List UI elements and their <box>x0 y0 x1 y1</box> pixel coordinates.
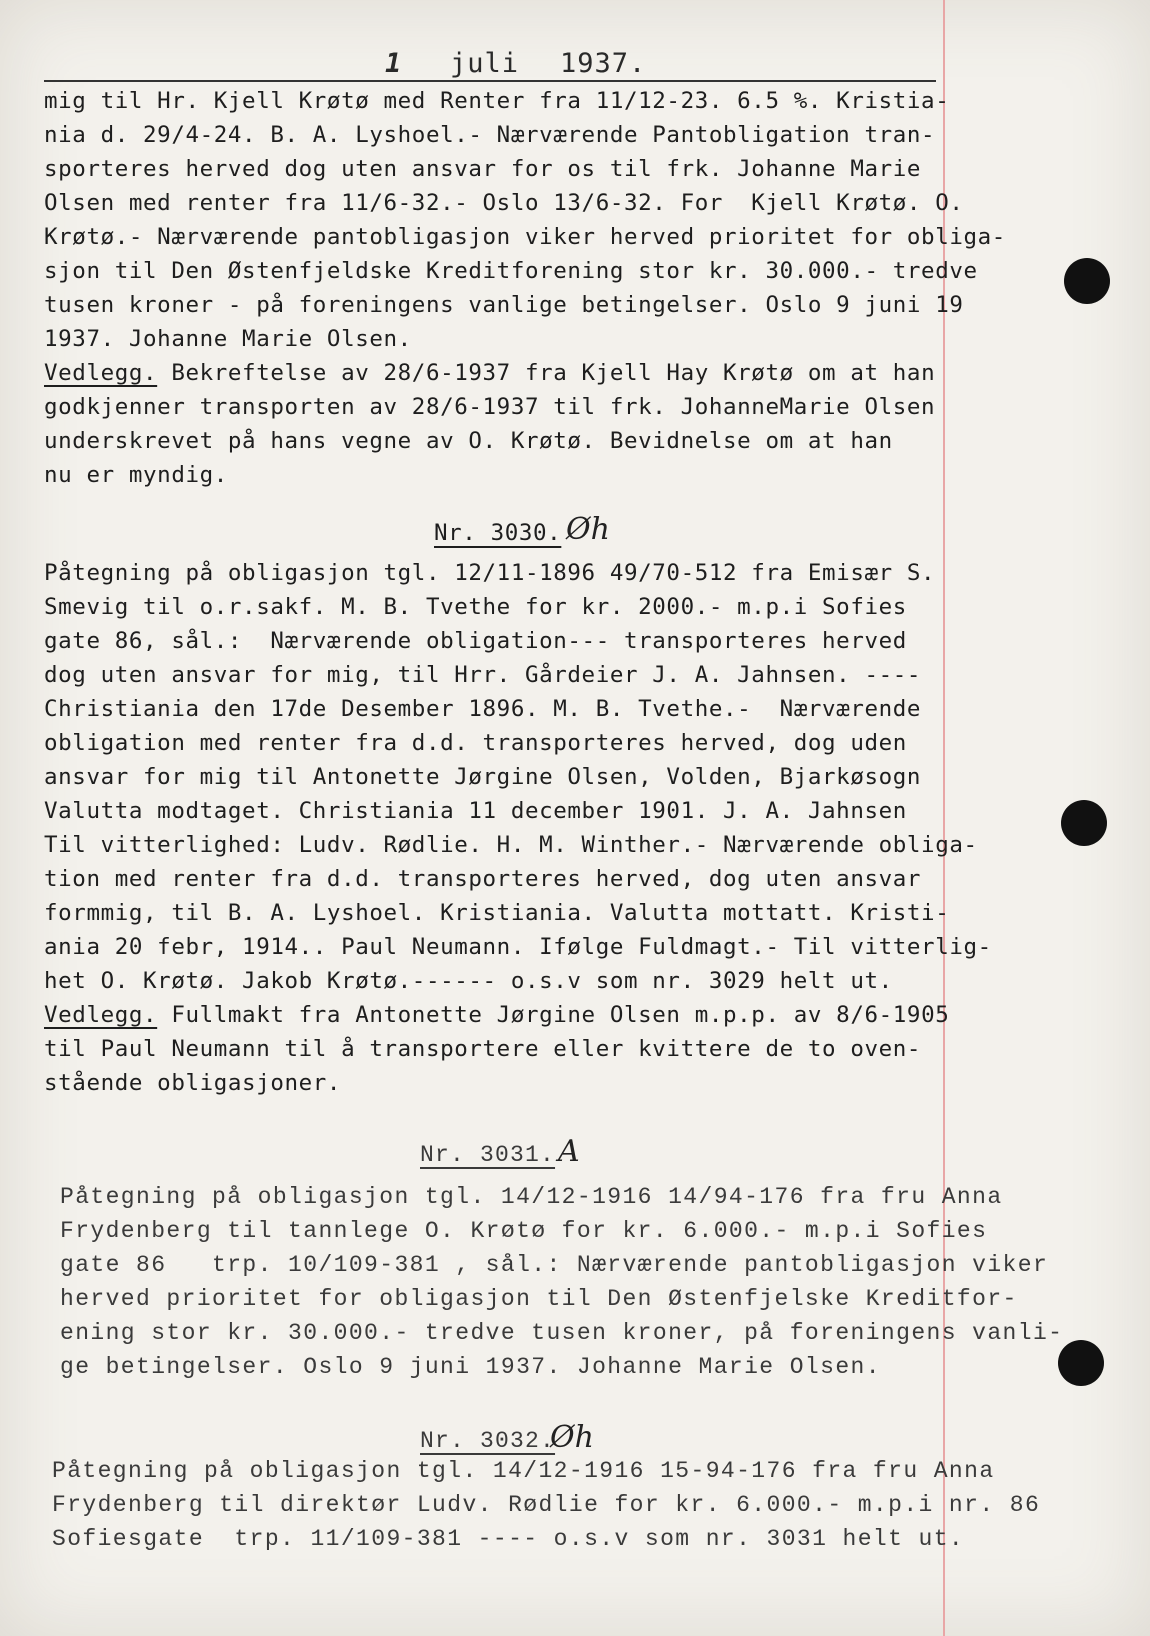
text-line: Sofiesgate trp. 11/109-381 ---- o.s.v som nr. 3031 helt ut. <box>52 1526 965 1552</box>
text-line: ania 20 febr, 1914.. Paul Neumann. Ifølge Fuldmagt.- Til vitterlig- <box>44 934 992 960</box>
attachment-label: Vedlegg. <box>44 360 158 386</box>
entry-initials-3031: A <box>558 1134 580 1169</box>
entry-initials-3032: Øh <box>550 1420 594 1455</box>
text-line: sjon til Den Østenfjeldske Kreditforening stor kr. 30.000.- tredve <box>44 258 978 284</box>
text-line: mig til Hr. Kjell Krøtø med Renter fra 11/12-23. 6.5 %. Kristia- <box>44 88 950 114</box>
text-line: tusen kroner - på foreningens vanlige betingelser. Oslo 9 juni 19 <box>44 292 964 318</box>
punch-hole <box>1061 800 1107 846</box>
text-line: Christiania den 17de Desember 1896. M. B. Tvethe.- Nærværende <box>44 696 922 722</box>
attachment-text: Fullmakt fra Antonette Jørgine Olsen m.p.p. av 8/6-1905 <box>157 1002 950 1028</box>
entry-initials-3030: Øh <box>566 512 610 547</box>
text-line: formmig, til B. A. Lyshoel. Kristiania. Valutta mottatt. Kristi- <box>44 900 950 926</box>
text-line: gate 86, sål.: Nærværende obligation--- transporteres herved <box>44 628 907 654</box>
text-line: Olsen med renter fra 11/6-32.- Oslo 13/6-32. For Kjell Krøtø. O. <box>44 190 964 216</box>
text-line: Frydenberg til tannlege O. Krøtø for kr. 6.000.- m.p.i Sofies <box>60 1218 988 1244</box>
punch-hole <box>1064 258 1110 304</box>
text-line: gate 86 trp. 10/109-381 , sål.: Nærværende pantobligasjon viker <box>60 1252 1049 1278</box>
text-line: Til vitterlighed: Ludv. Rødlie. H. M. Winther.- Nærværende obliga- <box>44 832 978 858</box>
text-line: tion med renter fra d.d. transporteres herved, dog uten ansvar <box>44 866 922 892</box>
attachment-text: Bekreftelse av 28/6-1937 fra Kjell Hay Krøtø om at han <box>157 360 936 386</box>
entry-3031 <box>60 1180 1064 1384</box>
text-line: Påtegning på obligasjon tgl. 12/11-1896 49/70-512 fra Emisær S. <box>44 560 936 586</box>
text-line: het O. Krøtø. Jakob Krøtø.------ o.s.v som nr. 3029 helt ut. <box>44 968 893 994</box>
text-line: stående obligasjoner. <box>44 1070 342 1096</box>
entry-3030 <box>44 556 992 1100</box>
text-line: Frydenberg til direktør Ludv. Rødlie for kr. 6.000.- m.p.i nr. 86 <box>52 1492 1041 1518</box>
text-line: 1937. Johanne Marie Olsen. <box>44 326 412 352</box>
entry-number-3032: Nr. 3032. <box>420 1428 556 1454</box>
text-line: obligation med renter fra d.d. transporteres herved, dog uden <box>44 730 907 756</box>
header-day: 1 <box>385 48 403 79</box>
entry-number-3030: Nr. 3030. <box>434 520 562 546</box>
attachment-line <box>44 356 944 390</box>
continued-entry <box>44 84 1006 492</box>
text-line: til Paul Neumann til å transportere eller kvittere de to oven- <box>44 1036 922 1062</box>
text-line: Smevig til o.r.sakf. M. B. Tvethe for kr. 2000.- m.p.i Sofies <box>44 594 907 620</box>
text-line: godkjenner transporten av 28/6-1937 til frk. JohanneMarie Olsen <box>44 394 936 420</box>
text-line: nu er myndig. <box>44 462 228 488</box>
entry-number-3031: Nr. 3031. <box>420 1142 556 1168</box>
text-line: underskrevet på hans vegne av O. Krøtø. Bevidnelse om at han <box>44 428 893 454</box>
text-line: ge betingelser. Oslo 9 juni 1937. Johanne Marie Olsen. <box>60 1354 881 1380</box>
text-line: dog uten ansvar for mig, til Hrr. Gårdeier J. A. Jahnsen. ---- <box>44 662 922 688</box>
text-line: ansvar for mig til Antonette Jørgine Olsen, Volden, Bjarkøsogn <box>44 764 922 790</box>
text-line: sporteres herved dog uten ansvar for os til frk. Johanne Marie <box>44 156 922 182</box>
text-line: nia d. 29/4-24. B. A. Lyshoel.- Nærværende Pantobligation tran- <box>44 122 936 148</box>
attachment-label: Vedlegg. <box>44 1002 158 1028</box>
text-line: herved prioritet for obligasjon til Den Østenfjelske Kreditfor- <box>60 1286 1018 1312</box>
header-month: juli <box>450 48 520 79</box>
punch-hole <box>1058 1340 1104 1386</box>
text-line: ening stor kr. 30.000.- tredve tusen kroner, på foreningens vanli- <box>60 1320 1064 1346</box>
text-line: Krøtø.- Nærværende pantobligasjon viker herved prioritet for obliga- <box>44 224 1006 250</box>
header-rule <box>44 80 936 82</box>
text-line: Påtegning på obligasjon tgl. 14/12-1916 14/94-176 fra fru Anna <box>60 1184 1003 1210</box>
text-line: Valutta modtaget. Christiania 11 december 1901. J. A. Jahnsen <box>44 798 907 824</box>
attachment-line <box>44 998 950 1032</box>
entry-3032 <box>52 1454 1041 1556</box>
header-year: 1937. <box>560 48 647 79</box>
text-line: Påtegning på obligasjon tgl. 14/12-1916 15-94-176 fra fru Anna <box>52 1458 995 1484</box>
